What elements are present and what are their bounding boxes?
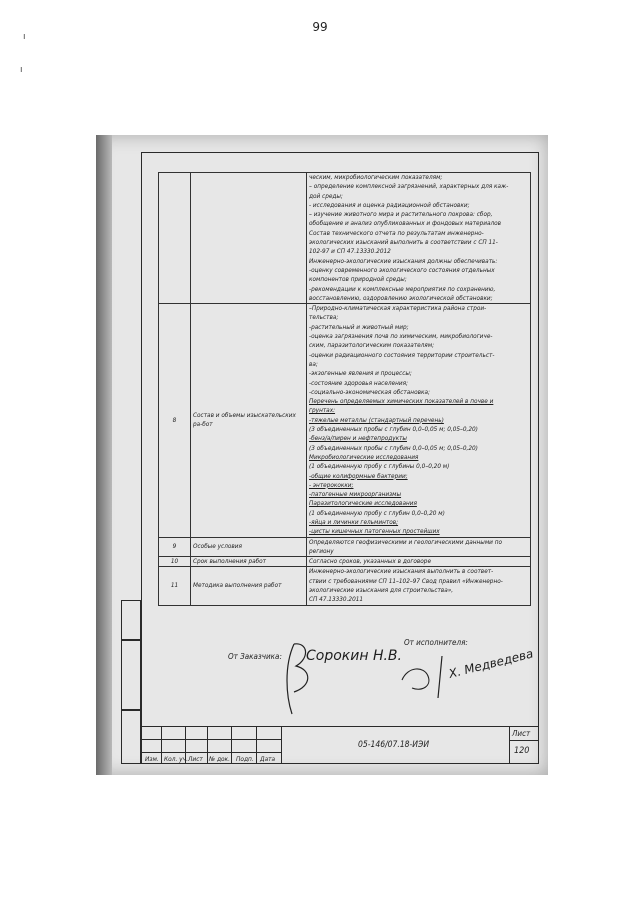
requirement-line: Паразитологические исследования bbox=[309, 499, 417, 508]
requirement-line: – изучение животного мира и растительного покрова: сбор, bbox=[309, 210, 493, 219]
requirement-line: -патогенные микроорганизмы bbox=[309, 490, 402, 499]
row-number: 8 bbox=[159, 304, 191, 537]
table-row bbox=[159, 304, 531, 537]
requirements-table bbox=[158, 172, 531, 606]
requirement-line: восстановлению, оздоровлению экологической обстановки; bbox=[309, 293, 493, 302]
side-stamp-box bbox=[121, 640, 141, 710]
requirement-line: -тяжелые металлы (стандартный перечень) bbox=[309, 415, 444, 424]
row-requirements bbox=[307, 173, 531, 304]
row-requirements bbox=[307, 537, 531, 557]
requirement-line: (1 объединенную пробу с глубин 0,0–0,20 м) bbox=[309, 508, 445, 517]
requirement-line: -бенз/а/пирен и нефтепродукты bbox=[309, 434, 407, 443]
tb-header-kol: Кол. уч. bbox=[164, 755, 188, 763]
requirement-line: -общие колиформные бактерии; bbox=[309, 471, 408, 480]
requirement-line: – определение комплексной загрязнений, характерных для каж- bbox=[309, 182, 509, 191]
requirement-line: региону bbox=[309, 546, 334, 555]
requirement-line: (1 объединенную пробу с глубины 0,0–0,20 м) bbox=[309, 462, 450, 471]
requirement-line: Микробиологические исследования bbox=[309, 452, 419, 461]
customer-signature: Сорокин Н.В. bbox=[306, 648, 402, 664]
scan-speck: ı bbox=[23, 32, 26, 42]
table-row bbox=[159, 557, 531, 567]
requirement-line: Перечень определяемых химических показателей в почве и bbox=[309, 397, 494, 406]
requirement-line: Согласно сроков, указанных в договоре bbox=[309, 557, 431, 566]
requirement-line: -яйца и личинки гельминтов; bbox=[309, 517, 399, 526]
requirement-line: -цисты кишечных патогенных простейших bbox=[309, 527, 440, 536]
tb-header-izm: Изм. bbox=[145, 755, 159, 763]
requirement-line: грунтах: bbox=[309, 406, 336, 415]
requirement-line: Инженерно-экологические изыскания выполнить в соответ- bbox=[309, 567, 494, 576]
sheet-label: Лист bbox=[512, 729, 531, 738]
requirement-line: -оценку современного экологического состояния отдельных bbox=[309, 265, 495, 274]
side-stamp-box bbox=[121, 600, 141, 640]
requirement-line: Инженерно-экологические изыскания должны обеспечивать: bbox=[309, 256, 498, 265]
requirement-line: -экзогенные явления и процессы; bbox=[309, 369, 412, 378]
row-parameter-name: Методика выполнения работ bbox=[191, 567, 307, 605]
row-requirements bbox=[307, 304, 531, 537]
requirement-line: Состав технического отчета по результатам инженерно- bbox=[309, 228, 484, 237]
requirement-line: ва; bbox=[309, 359, 318, 368]
requirement-line: (3 объединенных пробы с глубин 0,0–0,05 м; 0,05–0,20) bbox=[309, 425, 478, 434]
row-number: 11 bbox=[159, 567, 191, 605]
requirement-line: -состояние здоровья населения; bbox=[309, 378, 408, 387]
scan-speck: ı bbox=[20, 65, 23, 75]
requirement-line: ским, паразитологическим показателям; bbox=[309, 341, 435, 350]
sheet-number: 120 bbox=[514, 746, 530, 756]
requirement-line: -оценки радиационного состояния территории строительст- bbox=[309, 350, 495, 359]
scan-shadow-edge bbox=[96, 135, 112, 775]
row-parameter-name: Особые условия bbox=[191, 537, 307, 557]
row-requirements bbox=[307, 567, 531, 605]
requirement-line: -растительный и животный мир; bbox=[309, 322, 409, 331]
requirement-line: –Природно-климатическая характеристика района строи- bbox=[309, 304, 487, 313]
signatures-handwriting bbox=[282, 636, 542, 718]
contractor-label: От исполнителя: bbox=[404, 638, 468, 647]
tb-header-list: Лист bbox=[188, 755, 203, 763]
requirement-line: дой среды; bbox=[309, 191, 343, 200]
page-number: 99 bbox=[312, 20, 328, 34]
requirement-line: - энтерококки; bbox=[309, 480, 354, 489]
requirement-line: обобщение и анализ опубликованных и фондовых материалов bbox=[309, 219, 502, 228]
requirement-line: (3 объединенных пробы с глубин 0,0–0,05 м; 0,05–0,20) bbox=[309, 443, 478, 452]
requirement-line: СП 47.13330.2011 bbox=[309, 595, 364, 604]
requirement-line: компонентов природной среды; bbox=[309, 275, 407, 284]
row-parameter-name: Срок выполнения работ bbox=[191, 557, 307, 567]
row-number: 9 bbox=[159, 537, 191, 557]
requirement-line: 102-97 и СП 47.13330.2012 bbox=[309, 247, 391, 256]
requirement-line: экологических изысканий выполнить в соответствии с СП 11- bbox=[309, 238, 498, 247]
side-stamp-box bbox=[121, 710, 141, 764]
tb-header-podp: Подп. bbox=[236, 755, 254, 763]
requirement-line: ческим, микробиологическим показателям; bbox=[309, 173, 443, 181]
table-row bbox=[159, 173, 531, 304]
table-row bbox=[159, 537, 531, 557]
contractor-signature: Х. Медведева bbox=[447, 646, 535, 681]
requirement-line: - исследования и оценка радиационной обстановки; bbox=[309, 200, 470, 209]
requirement-line: -оценка загрязнения почв по химическим, микробиологиче- bbox=[309, 332, 493, 341]
requirement-line: ствии с требованиями СП 11–102–97 Свод правил «Инженерно- bbox=[309, 576, 503, 585]
document-code: 05-146/07.18-ИЭИ bbox=[358, 740, 430, 750]
requirement-line: -социально-экономическая обстановка; bbox=[309, 387, 430, 396]
requirement-line: Определяются геофизическими и геологическими данными по bbox=[309, 537, 502, 546]
requirement-line: -рекомендации к комплексные мероприятия по сохранению, bbox=[309, 284, 496, 293]
row-parameter-name bbox=[191, 173, 307, 304]
table-row bbox=[159, 567, 531, 605]
customer-label: От Заказчика: bbox=[228, 652, 282, 661]
requirement-line: экологические изыскания для строительства», bbox=[309, 586, 454, 595]
tb-header-date: Дата bbox=[260, 755, 276, 763]
requirement-line: тельства; bbox=[309, 313, 339, 322]
row-number: 10 bbox=[159, 557, 191, 567]
tb-header-doc: № док. bbox=[209, 755, 230, 763]
row-requirements bbox=[307, 557, 531, 567]
row-number bbox=[159, 173, 191, 304]
row-parameter-name: Состав и объемы изыскательских ра-бот bbox=[191, 304, 307, 537]
